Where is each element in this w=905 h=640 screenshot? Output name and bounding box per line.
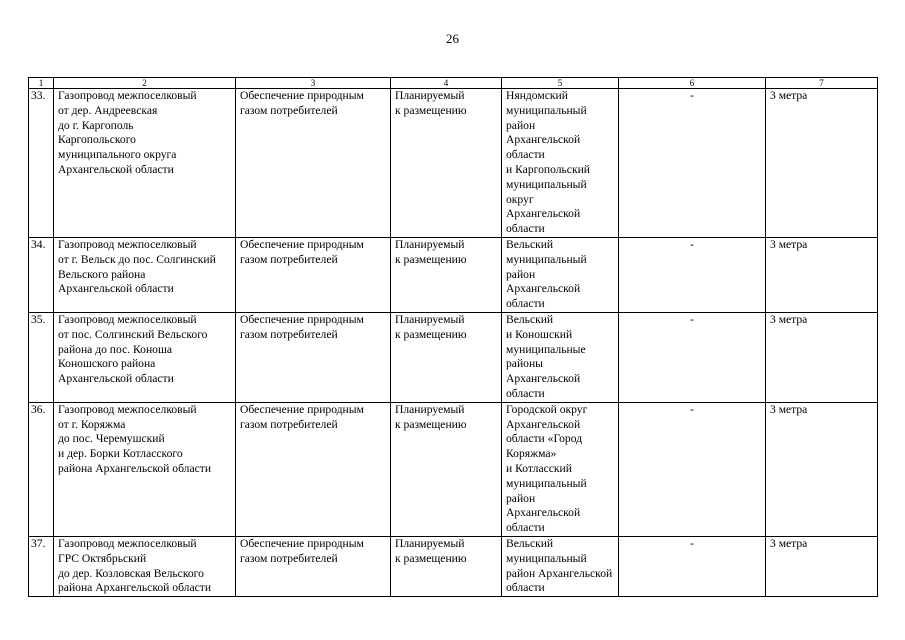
column-number: 2 xyxy=(54,78,236,89)
object-name-line: Газопровод межпоселковый xyxy=(58,536,197,550)
location-line: район xyxy=(506,491,536,505)
location-line: Городской округ xyxy=(506,402,588,416)
object-name-line: Каргопольского xyxy=(58,133,136,147)
row-number-cell: 36. xyxy=(29,402,54,536)
location-line: Вельский xyxy=(506,536,554,550)
location-line: и Коношский xyxy=(506,327,573,341)
status-line: Планируемый xyxy=(395,237,465,251)
table-row xyxy=(29,237,878,312)
status-line: к размещению xyxy=(395,551,467,565)
object-name-cell xyxy=(54,89,236,238)
purpose-line: газом потребителей xyxy=(240,417,338,431)
protection-zone-cell: 3 метра xyxy=(766,89,878,238)
objects-table xyxy=(28,77,878,597)
location-line: муниципальные xyxy=(506,342,586,356)
column-6-cell: - xyxy=(619,536,766,596)
object-name-line: Коношского района xyxy=(58,357,156,371)
location-line: области xyxy=(506,297,545,311)
purpose-line: газом потребителей xyxy=(240,551,338,565)
status-line: к размещению xyxy=(395,327,467,341)
location-line: район xyxy=(506,118,536,132)
object-name-line: до пос. Черемушский xyxy=(58,432,165,446)
status-cell xyxy=(391,237,502,312)
purpose-line: Обеспечение природным xyxy=(240,536,364,550)
status-cell xyxy=(391,89,502,238)
purpose-cell xyxy=(236,536,391,596)
protection-zone-cell: 3 метра xyxy=(766,237,878,312)
location-line: и Каргопольский xyxy=(506,162,590,176)
object-name-line: района Архангельской области xyxy=(58,581,212,595)
status-line: Планируемый xyxy=(395,89,465,102)
location-line: Вельский xyxy=(506,312,554,326)
location-line: Архангельской xyxy=(506,372,581,386)
table-row xyxy=(29,402,878,536)
row-number-cell: 34. xyxy=(29,237,54,312)
column-6-cell: - xyxy=(619,312,766,402)
table-row xyxy=(29,536,878,596)
status-cell xyxy=(391,312,502,402)
object-name-line: Архангельской области xyxy=(58,162,174,176)
column-number: 6 xyxy=(619,78,766,89)
object-name-line: Газопровод межпоселковый xyxy=(58,89,197,102)
column-6-cell: - xyxy=(619,89,766,238)
purpose-line: Обеспечение природным xyxy=(240,402,364,416)
status-line: Планируемый xyxy=(395,312,465,326)
location-cell xyxy=(502,312,619,402)
status-line: к размещению xyxy=(395,417,467,431)
location-line: Коряжма» xyxy=(506,447,557,461)
location-cell xyxy=(502,536,619,596)
object-name-line: Газопровод межпоселковый xyxy=(58,402,197,416)
object-name-cell xyxy=(54,402,236,536)
purpose-line: Обеспечение природным xyxy=(240,237,364,251)
object-name-cell xyxy=(54,312,236,402)
location-line: Архангельской xyxy=(506,506,581,520)
location-cell xyxy=(502,237,619,312)
location-line: области xyxy=(506,581,545,595)
purpose-line: газом потребителей xyxy=(240,327,338,341)
table-row xyxy=(29,89,878,238)
purpose-cell xyxy=(236,402,391,536)
location-line: Вельский xyxy=(506,237,554,251)
purpose-line: Обеспечение природным xyxy=(240,89,364,102)
object-name-line: Архангельской области xyxy=(58,372,174,386)
row-number-cell: 35. xyxy=(29,312,54,402)
object-name-line: от г. Коряжма xyxy=(58,417,126,431)
status-cell xyxy=(391,536,502,596)
table-row xyxy=(29,312,878,402)
object-name-line: и дер. Борки Котласского xyxy=(58,447,183,461)
purpose-line: газом потребителей xyxy=(240,103,338,117)
location-line: области xyxy=(506,521,545,535)
page-number: 26 xyxy=(446,31,459,46)
location-line: области xyxy=(506,148,545,162)
object-name-line: ГРС Октябрьский xyxy=(58,551,147,565)
purpose-cell xyxy=(236,312,391,402)
column-6-cell: - xyxy=(619,402,766,536)
object-name-cell xyxy=(54,237,236,312)
object-name-line: от пос. Солгинский Вельского xyxy=(58,327,208,341)
status-line: Планируемый xyxy=(395,402,465,416)
location-line: и Котласский xyxy=(506,461,572,475)
location-line: районы xyxy=(506,357,543,371)
location-line: муниципальный xyxy=(506,177,587,191)
object-name-line: Архангельской области xyxy=(58,282,174,296)
location-line: Архангельской xyxy=(506,282,581,296)
object-name-line: от г. Вельск до пос. Солгинский xyxy=(58,252,216,266)
location-line: район xyxy=(506,267,536,281)
location-line: области «Город xyxy=(506,432,583,446)
object-name-line: муниципального округа xyxy=(58,148,177,162)
column-number: 3 xyxy=(236,78,391,89)
column-number: 4 xyxy=(391,78,502,89)
location-line: округ xyxy=(506,192,534,206)
object-name-line: района Архангельской области xyxy=(58,461,212,475)
location-line: области xyxy=(506,222,545,236)
location-line: Архангельской xyxy=(506,133,581,147)
row-number-cell: 37. xyxy=(29,536,54,596)
object-name-line: Газопровод межпоселковый xyxy=(58,312,197,326)
object-name-line: до дер. Козловская Вельского xyxy=(58,566,204,580)
location-line: муниципальный xyxy=(506,551,587,565)
column-number: 7 xyxy=(766,78,878,89)
row-number-cell: 33. xyxy=(29,89,54,238)
object-name-cell xyxy=(54,536,236,596)
purpose-line: газом потребителей xyxy=(240,252,338,266)
purpose-line: Обеспечение природным xyxy=(240,312,364,326)
object-name-line: района до пос. Коноша xyxy=(58,342,173,356)
location-cell xyxy=(502,402,619,536)
purpose-cell xyxy=(236,237,391,312)
location-line: Няндомский xyxy=(506,89,568,102)
location-line: район Архангельской xyxy=(506,566,613,580)
status-line: к размещению xyxy=(395,252,467,266)
protection-zone-cell: 3 метра xyxy=(766,536,878,596)
protection-zone-cell: 3 метра xyxy=(766,312,878,402)
purpose-cell xyxy=(236,89,391,238)
location-line: муниципальный xyxy=(506,252,587,266)
status-line: Планируемый xyxy=(395,536,465,550)
object-name-line: до г. Каргополь xyxy=(58,118,134,132)
location-line: муниципальный xyxy=(506,476,587,490)
location-line: Архангельской xyxy=(506,207,581,221)
object-name-line: Газопровод межпоселковый xyxy=(58,237,197,251)
location-cell xyxy=(502,89,619,238)
location-line: области xyxy=(506,386,545,400)
status-line: к размещению xyxy=(395,103,467,117)
column-6-cell: - xyxy=(619,237,766,312)
object-name-line: от дер. Андреевская xyxy=(58,103,158,117)
location-line: муниципальный xyxy=(506,103,587,117)
status-cell xyxy=(391,402,502,536)
column-number-row xyxy=(29,78,878,89)
object-name-line: Вельского района xyxy=(58,267,146,281)
column-number: 1 xyxy=(29,78,54,89)
column-number: 5 xyxy=(502,78,619,89)
protection-zone-cell: 3 метра xyxy=(766,402,878,536)
location-line: Архангельской xyxy=(506,417,581,431)
